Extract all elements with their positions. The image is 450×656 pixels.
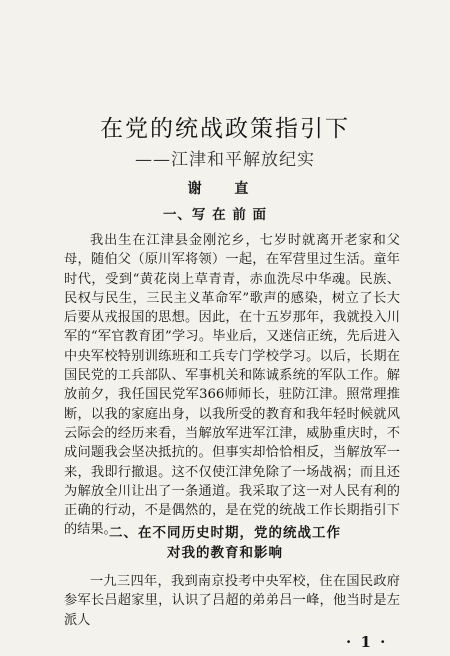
paragraph-2: 一九三四年，我到南京投考中央军校，住在国民政府参军长吕超家里，认识了吕超的弟弟吕一峰，他当时是左派人 [64,574,400,628]
section-heading-1: 一、写 在 前 面 [162,207,268,223]
section-heading-2-line-2: 对我的教育和影响 [167,545,283,561]
article-title: 在党的统战政策指引下 [100,116,350,142]
section-heading-2-line-1: 二、在不同历史时期，党的统战工作 [109,525,341,541]
article-subtitle: ——江津和平解放纪实 [135,150,315,170]
author-name: 谢 直 [187,181,263,197]
page-number: · 1 · [346,633,388,651]
paragraph-1: 我出生在江津县金刚沱乡，七岁时就离开老家和父母，随伯父（原川军将领）一起，在军营里过生活。童年时代，受到“黄花岗上草青青，赤血洗尽中华魂。民族、民权与民生，三民主义革命军”歌声的感染，树立了长大后要从戎报国的思想。因此，在十五岁那年，我就投入川军的“军官教育团”学习。毕业后，又迷信正统，先后进入中央军校特别训练班和工兵专门学校学习。以后，长期在国民党的工兵部队、军事机关和陈诚系统的军队工作。解放前夕，我任国民党军366师师长，驻防江津。照常理推断，以我的家庭出身，以我所受的教育和我年轻时候就风云际会的经历来看，当解放军进军江津，威胁重庆时，不成问题我会坚决抵抗的。但事实却恰恰相反，当解放军一来，我即行撤退。这不仅使江津免除了一场战祸；而且还为解放全川让出了一条通道。我采取了这一对人民有利的正确的行动，不是偶然的，是在党的统战工作长期指引下的结果。 [64,233,400,538]
